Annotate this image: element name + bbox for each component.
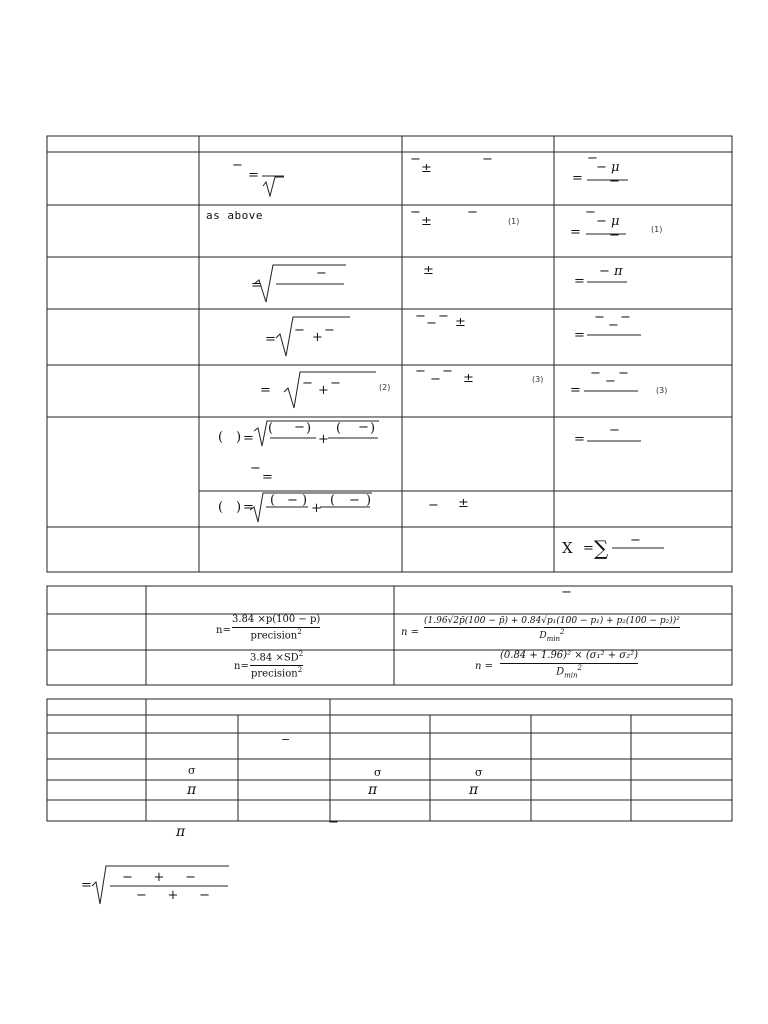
plus-sign: +	[312, 330, 323, 345]
minus-sign: −	[287, 493, 298, 508]
minus-sign: −	[430, 372, 441, 387]
bar-mark: −	[620, 310, 631, 325]
bar-mark: −	[585, 205, 596, 220]
minus-sign: −	[358, 420, 369, 435]
bar-mark: −	[467, 205, 478, 220]
formula-lhs: n =	[401, 627, 419, 638]
bar-mark: −	[587, 151, 598, 166]
footnote-ref: (3)	[656, 386, 668, 395]
equals-sign: =	[81, 878, 92, 893]
formula-lhs: n=	[234, 661, 249, 672]
sigma-symbol: σ	[188, 764, 196, 777]
bar-mark: −	[594, 310, 605, 325]
variance-term-1: (	[268, 421, 274, 436]
equals-sign: =	[243, 500, 254, 515]
bar-mark: −	[250, 461, 261, 476]
denominator-text: precision	[251, 668, 298, 680]
formula-denominator	[251, 667, 302, 680]
bar-mark: −	[328, 815, 339, 830]
pi-symbol: π	[469, 782, 479, 798]
minus-sign: −	[426, 316, 437, 331]
sum-symbol: ∑	[594, 536, 609, 560]
minus-sign: −	[428, 498, 439, 513]
bar-mark: −	[442, 364, 453, 379]
minus-sign: −	[608, 318, 619, 333]
bar-mark: −	[232, 158, 243, 173]
equals-sign: =	[243, 431, 254, 446]
footer-denominator: − + −	[136, 888, 211, 903]
plus-sign: +	[318, 383, 329, 398]
denominator-text: D	[539, 631, 547, 642]
paren-term-2-close: )	[366, 493, 372, 508]
bar-mark: −	[438, 309, 449, 324]
fraction-bar	[232, 627, 320, 628]
pi-symbol: π	[368, 782, 378, 798]
bar-mark: −	[590, 366, 601, 381]
fraction-bar	[500, 663, 638, 664]
sigma-symbol: σ	[475, 766, 483, 779]
equals-sign: =	[570, 383, 581, 398]
header-bar: −	[561, 585, 572, 600]
equals-sign: =	[574, 328, 585, 343]
bar-mark: −	[330, 376, 341, 391]
bar-mark: −	[482, 152, 493, 167]
paren-term-1: (	[270, 493, 276, 508]
denominator-power: 2	[297, 627, 302, 636]
formula-denominator	[556, 665, 582, 680]
footnote-ref: (1)	[651, 225, 663, 234]
minus-pi: − π	[599, 264, 623, 279]
minus-bar: −	[281, 733, 291, 746]
minus-sign: −	[316, 266, 327, 281]
close-paren: )	[236, 430, 242, 445]
proportion-sample-size-formula	[232, 615, 320, 641]
footer-numerator: − + −	[122, 870, 197, 885]
bar-mark: −	[294, 323, 305, 338]
equals-sign: =	[262, 470, 273, 485]
formula-lhs: n =	[475, 661, 493, 672]
minus-mu: − μ	[596, 160, 620, 175]
plus-sign: +	[311, 501, 322, 516]
variance-term-2: (	[336, 421, 342, 436]
minus-sign: −	[605, 374, 616, 389]
bar-mark: −	[302, 376, 313, 391]
formula-numerator	[250, 651, 303, 664]
formula-denominator	[251, 629, 302, 642]
fraction-bar	[250, 665, 303, 666]
fraction-bar	[424, 627, 680, 628]
bar-mark: −	[410, 205, 421, 220]
paren-term-1-close: )	[302, 493, 308, 508]
denominator-sub: min	[564, 670, 578, 679]
bar-mark: −	[410, 152, 421, 167]
minus-sign: −	[630, 533, 641, 548]
plus-minus-sign: ±	[421, 161, 432, 176]
equals-sign: =	[574, 432, 585, 447]
footnote-ref: (2)	[379, 383, 391, 392]
open-paren: (	[218, 430, 224, 445]
footnote-ref: (1)	[508, 217, 520, 226]
bar-mark: −	[324, 323, 335, 338]
paren-term-2: (	[330, 493, 336, 508]
equals-sign: =	[572, 171, 583, 186]
plus-sign: +	[318, 432, 329, 447]
formula-numerator: 3.84 ×p(100 − p)	[232, 614, 321, 625]
equals-sign: =	[583, 541, 594, 556]
pi-symbol: π	[176, 824, 186, 840]
plus-minus-sign: ±	[455, 315, 466, 330]
plus-minus-sign: ±	[463, 371, 474, 386]
open-paren: (	[218, 500, 224, 515]
sigma-symbol: σ	[374, 766, 382, 779]
formula-numerator: (0.84 + 1.96)² × (σ₁² + σ₂²)	[500, 650, 639, 661]
denominator-text: D	[556, 665, 565, 677]
bar-mark: −	[415, 309, 426, 324]
denominator-power: 2	[577, 663, 582, 672]
denominator-text: precision	[250, 629, 298, 641]
plus-minus-sign: ±	[421, 214, 432, 229]
numerator-text: 3.84 ×SD	[250, 652, 299, 664]
denominator-power: 2	[297, 665, 303, 674]
footnote-ref: (3)	[532, 375, 544, 384]
minus-sign: −	[609, 423, 620, 438]
mean-comparison-sample-size-formula	[500, 651, 638, 679]
equals-sign: =	[260, 383, 271, 398]
minus-sign: −	[349, 493, 360, 508]
equals-sign: =	[265, 332, 276, 347]
as-above-note: as above	[206, 209, 263, 222]
bar-mark: −	[609, 228, 620, 243]
formula-numerator: (1.96√2p̄(100 − p̄) + 0.84√p₁(100 − p₁) + p₂(100 − p₂))²	[424, 616, 680, 626]
mean-sample-size-formula	[250, 651, 303, 680]
equals-sign: =	[248, 168, 259, 183]
equals-sign: =	[574, 274, 585, 289]
variance-term-2-close: )	[370, 421, 376, 436]
pi-symbol: π	[187, 782, 197, 798]
denominator-sub: min	[546, 635, 560, 644]
plus-minus-sign: ±	[423, 263, 434, 278]
plus-minus-sign: ±	[458, 496, 469, 511]
variance-term-1-close: )	[306, 421, 312, 436]
bar-mark: −	[609, 174, 620, 189]
minus-mu: − μ	[596, 214, 620, 229]
numerator-power: 2	[298, 650, 304, 658]
chi-square-symbol: X	[562, 539, 573, 557]
proportion-comparison-sample-size-formula	[424, 617, 680, 644]
close-paren: )	[236, 500, 242, 515]
bar-mark: −	[618, 366, 629, 381]
minus-sign: −	[294, 420, 305, 435]
formula-lhs: n=	[216, 625, 231, 636]
equals-sign: =	[570, 225, 581, 240]
bar-mark: −	[415, 364, 426, 379]
equals-sign: =	[251, 278, 262, 293]
formula-denominator	[539, 629, 564, 643]
denominator-power: 2	[559, 628, 565, 637]
